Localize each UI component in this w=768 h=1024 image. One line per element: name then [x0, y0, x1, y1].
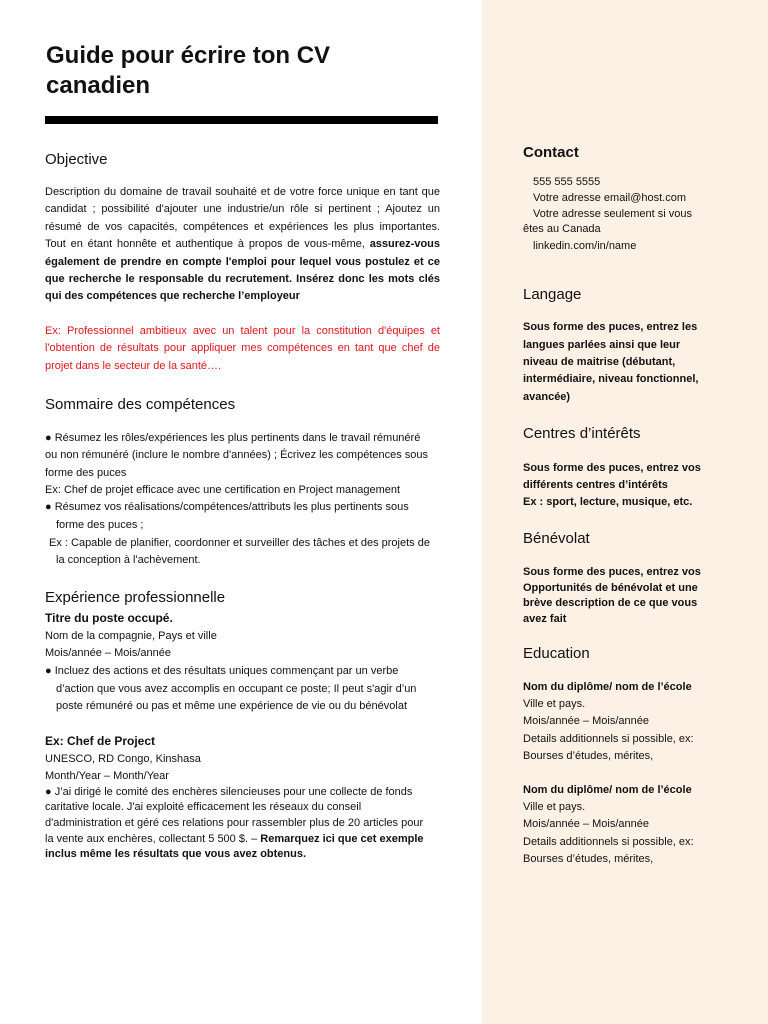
job-bullet-line-1: ● Incluez des actions et des résultats uniques commençant par un verbe [45, 665, 399, 677]
langage-line-4: intermédiaire, niveau fonctionnel, [523, 373, 699, 385]
langage-line-1: Sous forme des puces, entrez les [523, 321, 698, 333]
volunteer-line-4: avez fait [523, 613, 567, 625]
example-bullet-line-4-text: la vente aux enchères, collectant 5 500 $. – [45, 833, 261, 845]
contact-linkedin: linkedin.com/in/name [533, 240, 637, 252]
example-job-company: UNESCO, RD Congo, Kinshasa [45, 753, 201, 765]
education-1-details-1: Details additionnels si possible, ex: [523, 733, 694, 745]
interests-line-1: Sous forme des puces, entrez vos [523, 462, 701, 474]
langage-line-3: niveau de maitrise (débutant, [523, 356, 676, 368]
example-bullet-line-4-bold: Remarquez ici que cet exemple [260, 833, 424, 845]
skills-bullet-2-line-2: forme des puces ; [56, 519, 144, 531]
skills-bullet-2-line-1: ● Résumez vos réalisations/compétences/attributs les plus pertinents sous [45, 501, 409, 513]
education-2-details-2: Bourses d’études, mérites, [523, 853, 654, 865]
job-company: Nom de la compagnie, Pays et ville [45, 630, 217, 642]
education-1-dates: Mois/année – Mois/année [523, 715, 649, 727]
contact-address-line-2: êtes au Canada [523, 223, 601, 235]
skills-example-2-line-1: Ex : Capable de planifier, coordonner et surveiller des tâches et des projets de [49, 537, 430, 549]
objective-description-bold: assurez-vous également de prendre en compte l'emploi pour lequel vous postulez et ce que recherche le responsable du recrutement. Insérez donc les mots clés qui des compétences que recherche l’employeur [45, 238, 440, 303]
objective-description [45, 184, 440, 306]
experience-heading: Expérience professionnelle [45, 589, 226, 606]
skills-example-1: Ex: Chef de projet efficace avec une certification en Project management [45, 484, 401, 496]
langage-line-5: avancée) [523, 391, 571, 403]
page-title: Guide pour écrire ton CV canadien [46, 42, 331, 99]
education-2-dates: Mois/année – Mois/année [523, 818, 649, 830]
objective-heading: Objective [45, 151, 108, 168]
example-job-dates: Month/Year – Month/Year [45, 770, 169, 782]
example-job-title: Ex: Chef de Project [45, 734, 156, 748]
contact-email: Votre adresse email@host.com [533, 192, 687, 204]
langage-heading: Langage [523, 286, 582, 303]
interests-line-3: Ex : sport, lecture, musique, etc. [523, 496, 693, 508]
skills-bullet-1-line-3: forme des puces [45, 467, 127, 479]
volunteer-line-3: brève description de ce que vous [523, 597, 698, 609]
job-dates: Mois/année – Mois/année [45, 647, 171, 659]
education-heading: Education [523, 645, 590, 662]
example-bullet-line-1: ● J’ai dirigé le comité des enchères silencieuses pour une collecte de fonds [45, 786, 413, 798]
education-1-place: Ville et pays. [523, 698, 586, 710]
example-bullet-line-5: inclus même les résultats que vous avez obtenus. [45, 848, 307, 860]
title-divider [45, 116, 438, 124]
langage-line-2: langues parlées ainsi que leur [523, 339, 681, 351]
skills-example-2-line-2: la conception à l'achèvement. [56, 554, 201, 566]
objective-description-text: Description du domaine de travail souhaité et de votre force unique en tant que candidat ; possibilité d'ajouter une industrie/un rôle si pertinent ; Ajoutez un résumé de vos capacités, compétences et expériences les plus importantes. Tout en étant honnête et authentique à propos de vous-même, [45, 186, 440, 251]
example-bullet-line-2: caritative locale. J'ai exploité efficacement les réseaux du conseil [45, 801, 362, 813]
education-1-degree: Nom du diplôme/ nom de l’école [523, 681, 692, 693]
education-2-details-1: Details additionnels si possible, ex: [523, 836, 694, 848]
education-1-details-2: Bourses d’études, mérites, [523, 750, 654, 762]
job-bullet-line-2: d’action que vous avez accomplis en occupant ce poste; Il peut s'agir d’un [56, 683, 417, 695]
interests-heading: Centres d’intérêts [523, 425, 641, 442]
skills-bullet-1-line-1: ● Résumez les rôles/expériences les plus pertinents dans le travail rémunéré [45, 432, 421, 444]
contact-address-line-1: Votre adresse seulement si vous [533, 208, 692, 220]
job-title: Titre du poste occupé. [45, 611, 173, 625]
contact-heading: Contact [523, 144, 579, 161]
example-bullet-line-4 [45, 832, 424, 848]
contact-phone: 555 555 5555 [533, 176, 601, 188]
example-bullet-line-3: d'administration et géré ces relations pour rassembler plus de 20 articles pour [45, 817, 424, 829]
education-2-degree: Nom du diplôme/ nom de l’école [523, 784, 692, 796]
volunteer-line-1: Sous forme des puces, entrez vos [523, 566, 701, 578]
skills-heading: Sommaire des compétences [45, 396, 236, 413]
education-2-place: Ville et pays. [523, 801, 586, 813]
volunteer-line-2: Opportunités de bénévolat et une [523, 582, 698, 594]
objective-example: Ex: Professionnel ambitieux avec un talent pour la constitution d'équipes et l'obtention de résultats pour appliquer mes compétences en tant que chef de projet dans le secteur de la santé…. [45, 325, 440, 372]
skills-bullet-1-line-2: ou non rémunéré (inclure le nombre d'années) ; Écrivez les compétences sous [45, 449, 429, 461]
volunteer-heading: Bénévolat [523, 530, 590, 547]
job-bullet-line-3: poste rémunéré ou pas et même une expérience de vie ou du bénévolat [56, 700, 408, 712]
interests-line-2: différents centres d’intérêts [523, 479, 668, 491]
